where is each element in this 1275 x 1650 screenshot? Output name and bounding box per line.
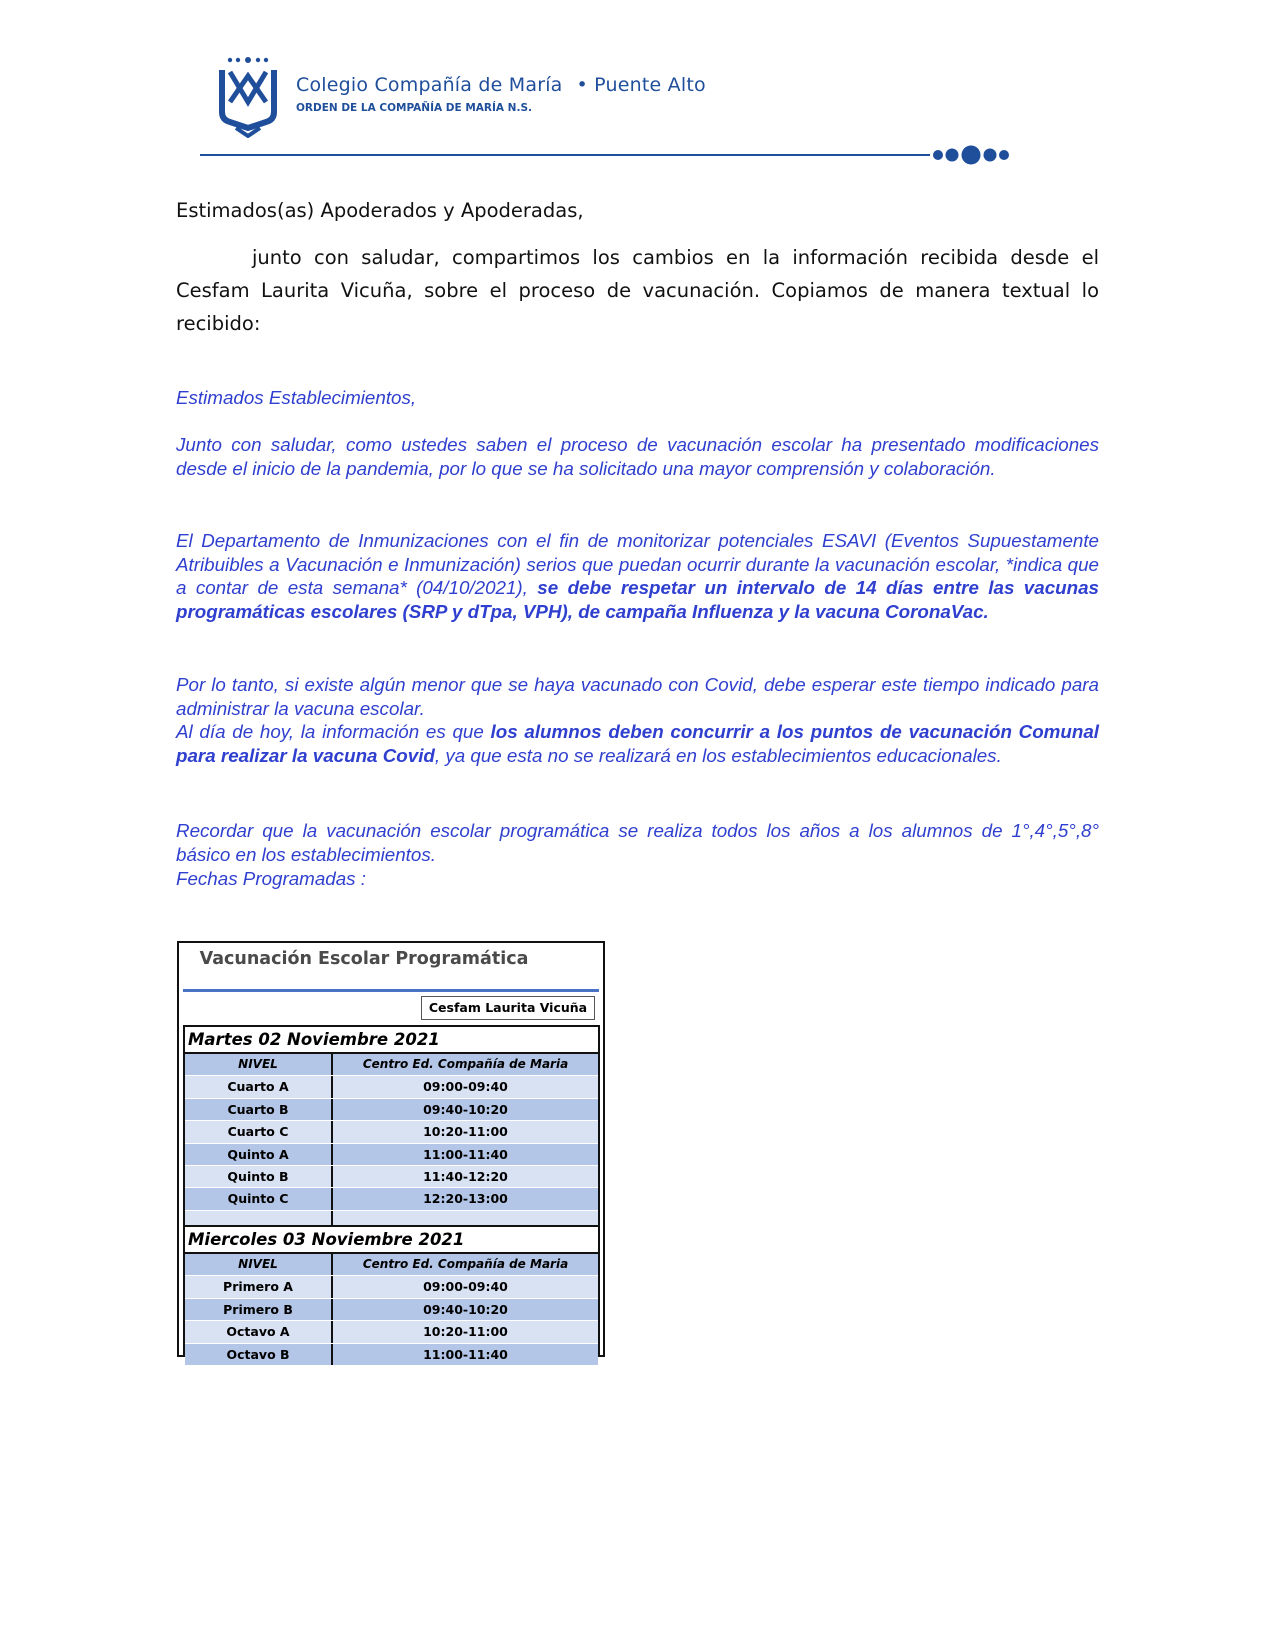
table-row [185,1321,598,1343]
schedule-title-rule [183,989,599,992]
school-logo-icon [216,56,280,138]
level-cell: Quinto A [185,1144,333,1165]
time-cell: 10:20-11:00 [423,1324,508,1340]
level-cell: Octavo A [185,1321,333,1342]
quote-salutation: Estimados Establecimientos, [176,387,417,408]
time-cell: 11:40-12:20 [423,1168,508,1184]
table-row [185,1276,598,1298]
day-1-date: Martes 02 Noviembre 2021 [185,1027,598,1054]
col-center-header: Centro Ed. Compañía de Maria [362,1057,569,1071]
vaccination-schedule-table [177,941,605,1362]
time-cell: 09:00-09:40 [423,1079,508,1095]
letter-greeting: Estimados(as) Apoderados y Apoderadas, [176,199,584,222]
table-row [185,1076,598,1098]
schedule-day-2 [183,1225,600,1362]
time-cell: 09:40-10:20 [423,1101,508,1117]
level-cell: Primero B [185,1299,333,1320]
decorative-dots-icon [928,144,1028,166]
col-center-header: Centro Ed. Compañía de Maria [362,1257,569,1271]
level-cell: Cuarto B [185,1099,333,1120]
table-row [185,1144,598,1166]
table-header-row [185,1054,598,1076]
school-name: Colegio Compañía de María • Puente Alto [296,74,706,96]
col-level-header: NIVEL [185,1254,333,1275]
school-order: ORDEN DE LA COMPAÑÍA DE MARÍA N.S. [296,102,532,114]
cesfam-label: Cesfam Laurita Vicuña [421,996,595,1020]
scheduled-dates-label: Fechas Programadas : [176,868,366,889]
table-row [185,1121,598,1143]
time-cell: 12:20-13:00 [423,1191,508,1207]
time-cell: 11:00-11:40 [423,1146,508,1162]
level-cell: Octavo B [185,1344,333,1365]
day-2-date: Miercoles 03 Noviembre 2021 [185,1227,598,1254]
table-row [185,1188,598,1210]
quote-paragraph-3: Por lo tanto, si existe algún menor que se haya vacunado con Covid, debe esperar este tiempo indicado para administrar la vacuna escolar. Al día de hoy, la información es que los alumnos deben concurrir a los puntos de vacunación Comunal para realizar la vacuna Covid, ya que esta no se realizará en los establecimientos educacionales. [176,674,1099,766]
quote-paragraph-4: Recordar que la vacunación escolar programática se realiza todos los años a los alumnos de 1°,4°,5°,8° básico en los establecimientos. [176,820,1099,865]
time-cell: 10:20-11:00 [423,1124,508,1140]
table-row [185,1299,598,1321]
table-header-row [185,1254,598,1276]
letterhead [200,52,1060,172]
level-cell: Primero A [185,1276,333,1297]
level-cell: Cuarto A [185,1076,333,1097]
level-cell: Quinto B [185,1166,333,1187]
level-cell: Cuarto C [185,1121,333,1142]
schedule-title: Vacunación Escolar Programática [199,949,529,969]
table-row [185,1099,598,1121]
letter-intro: junto con saludar, compartimos los cambios en la información recibida desde el Cesfam Laurita Vicuña, sobre el proceso de vacunación. Copiamos de manera textual lo recibido: [176,246,1099,335]
quote-paragraph-2: El Departamento de Inmunizaciones con el fin de monitorizar potenciales ESAVI (Eventos Supuestamente Atribuibles a Vacunación e Inmunización) serios que puedan ocurrir durante la vacunación escolar, *indica que a contar de esta semana* (04/10/2021), se debe respetar un intervalo de 14 días entre las vacunas programáticas escolares (SRP y dTpa, VPH), de campaña Influenza y la vacuna CoronaVac. [176,530,1099,622]
time-cell: 09:00-09:40 [423,1279,508,1295]
time-cell: 11:00-11:40 [423,1346,508,1362]
col-level-header: NIVEL [185,1054,333,1075]
level-cell: Quinto C [185,1188,333,1209]
time-cell: 09:40-10:20 [423,1301,508,1317]
schedule-day-1 [183,1025,600,1225]
quote-paragraph-1: Junto con saludar, como ustedes saben el proceso de vacunación escolar ha presentado modificaciones desde el inicio de la pandemia, por lo que se ha solicitado una mayor comprensión y colaboración. [176,434,1099,479]
table-row [185,1344,598,1366]
table-row [185,1166,598,1188]
header-divider [200,154,930,156]
